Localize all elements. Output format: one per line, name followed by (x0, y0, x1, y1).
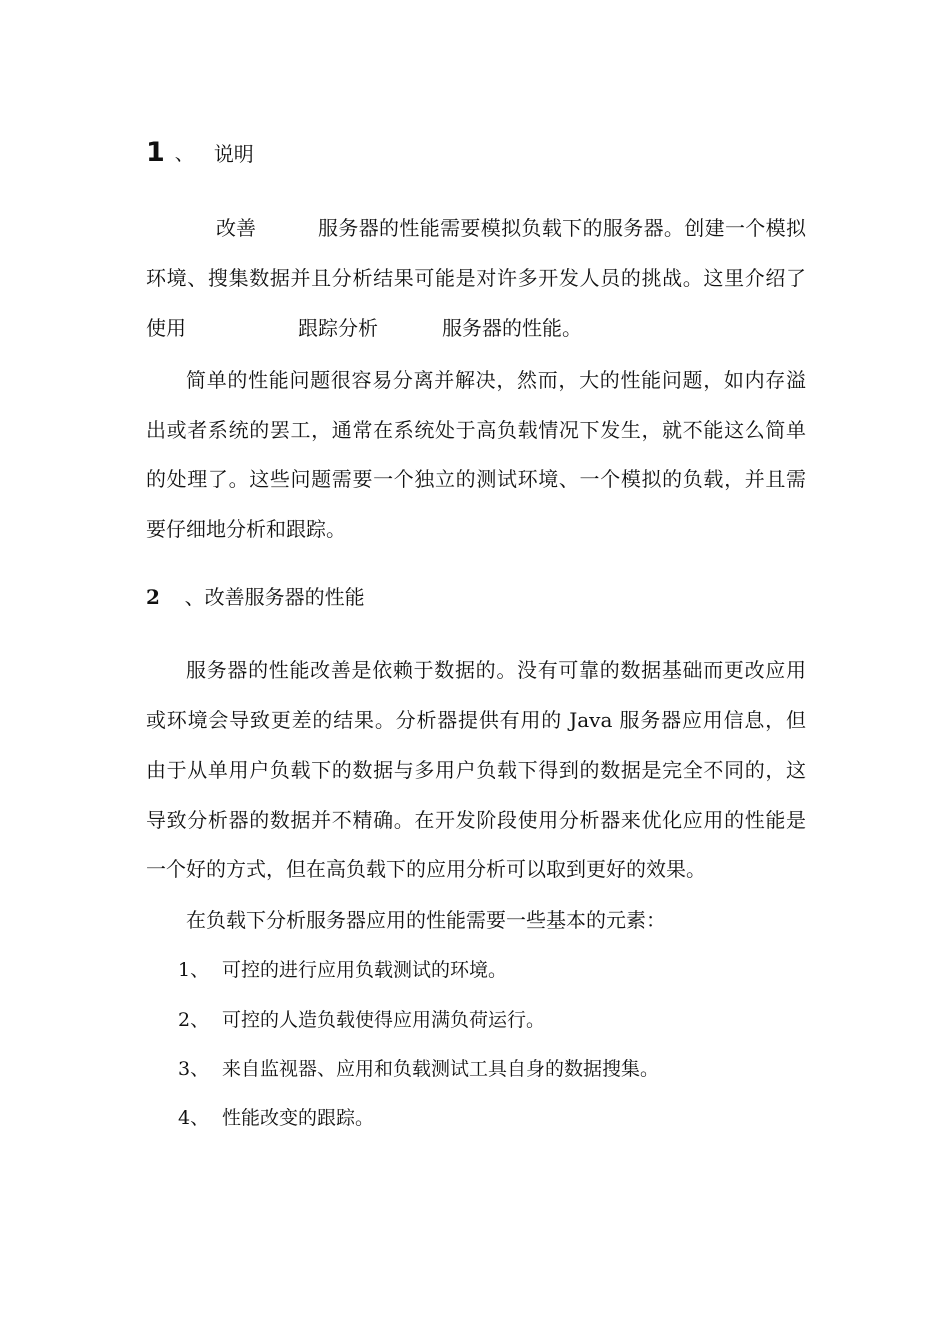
section-1-number: 1 (146, 136, 165, 168)
para1-line1-b: 服务器的性能需要模拟负载下的服务器。创建一个模拟 (318, 216, 806, 240)
list-item-number: 1、 (178, 959, 210, 981)
para4-line1: 在负载下分析服务器应用的性能需要一些基本的元素： (186, 908, 666, 932)
para3-line4: 导致分析器的数据并不精确。在开发阶段使用分析器来优化应用的性能是 (146, 808, 806, 832)
list-item-text: 可控的人造负载使得应用满负荷运行。 (222, 1009, 546, 1031)
section-1-title: 说明 (213, 141, 254, 166)
para2-line1: 简单的性能问题很容易分离并解决，然而，大的性能问题，如内存溢 (186, 368, 806, 392)
para1-line1-a: 改善 (216, 216, 256, 240)
list-item (178, 958, 507, 982)
list-item-number: 4、 (178, 1107, 210, 1129)
list-item (178, 1106, 374, 1130)
para1-line3-c: 服务器的性能。 (442, 316, 582, 340)
para3-line3: 由于从单用户负载下的数据与多用户负载下得到的数据是完全不同的，这 (146, 758, 806, 782)
para1-line3-a: 使用 (146, 316, 186, 340)
section-1-separator: 、 (174, 142, 194, 165)
para2-line4: 要仔细地分析和跟踪。 (146, 517, 346, 541)
para3-line1: 服务器的性能改善是依赖于数据的。没有可靠的数据基础而更改应用 (186, 658, 806, 682)
list-item-text: 可控的进行应用负载测试的环境。 (222, 959, 508, 981)
para3-line2: 或环境会导致更差的结果。分析器提供有用的 Java 服务器应用信息，但 (146, 708, 806, 732)
list-item (178, 1008, 545, 1032)
para3-line5: 一个好的方式，但在高负载下的应用分析可以取到更好的效果。 (146, 857, 706, 881)
section-2-title: 、改善服务器的性能 (184, 585, 365, 609)
list-item-number: 2、 (178, 1009, 210, 1031)
para1-line2: 环境、搜集数据并且分析结果可能是对许多开发人员的挑战。这里介绍了 (146, 266, 806, 290)
section-2-number: 2 (146, 585, 160, 609)
list-item-text: 性能改变的跟踪。 (222, 1107, 375, 1129)
section-1-heading (146, 132, 254, 172)
para2-line3: 的处理了。这些问题需要一个独立的测试环境、一个模拟的负载，并且需 (146, 467, 806, 491)
list-item-text: 来自监视器、应用和负载测试工具自身的数据搜集。 (222, 1058, 660, 1080)
list-item (178, 1057, 659, 1081)
list-item-number: 3、 (178, 1058, 210, 1080)
para1-line3-b: 跟踪分析 (298, 316, 378, 340)
para2-line2: 出或者系统的罢工，通常在系统处于高负载情况下发生，就不能这么简单 (146, 418, 806, 442)
section-2-heading (146, 585, 365, 609)
